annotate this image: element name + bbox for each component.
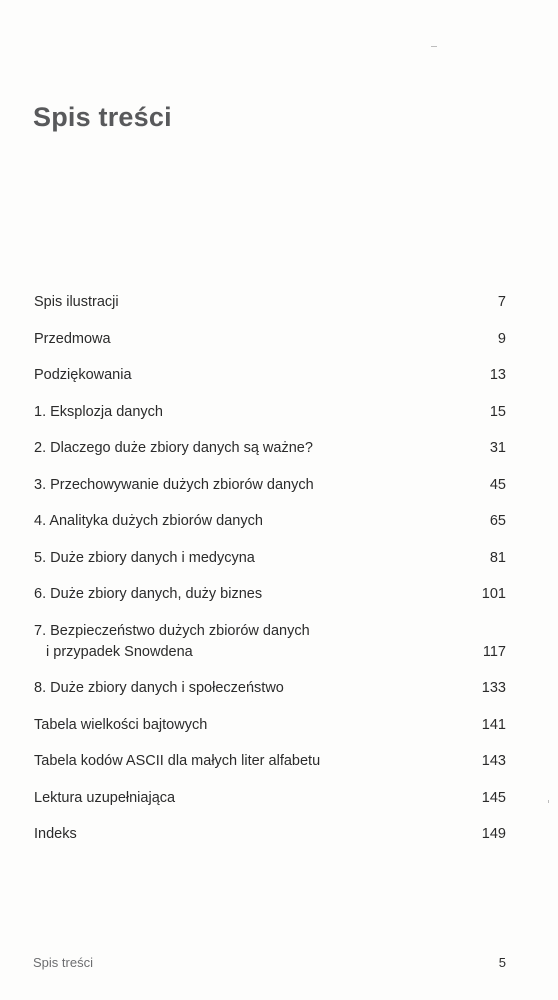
toc-entry-title-line: 8. Duże zbiory danych i społeczeństwo [34, 680, 284, 696]
toc-entry-title-line: 3. Przechowywanie dużych zbiorów danych [34, 476, 314, 493]
toc-entry-title-line: Indeks [34, 826, 77, 842]
toc-entry-title [34, 548, 466, 569]
toc-entry-page: 101 [481, 586, 506, 602]
toc-entry-page: 15 [489, 403, 506, 420]
toc-entry-page: 141 [481, 716, 506, 733]
toc-entry [34, 751, 506, 772]
toc-entry-title-line: i przypadek Snowdena [46, 643, 193, 660]
toc-entry-title-line: 2. Dlaczego duże zbiory danych są ważne? [34, 440, 313, 456]
toc-entry-title-line: Tabela wielkości bajtowych [34, 716, 208, 733]
toc-entry-title [34, 584, 466, 605]
page-footer [33, 955, 506, 970]
scan-speck [548, 800, 549, 803]
toc-entry [34, 584, 506, 605]
toc-entry-page: 13 [489, 367, 506, 383]
toc-entry-title-line: Lektura uzupełniająca [34, 789, 176, 806]
toc-entry [34, 824, 506, 845]
toc-entry-title [34, 402, 466, 423]
toc-entry-title [34, 678, 466, 699]
toc-entry-title [34, 329, 466, 350]
toc-entry [34, 788, 506, 809]
toc-entry [34, 438, 506, 459]
toc-entry-page: 117 [482, 643, 506, 660]
toc-entry-title [34, 751, 466, 772]
toc-entry [34, 621, 506, 663]
toc-entry-title [34, 438, 466, 459]
toc-entry [34, 365, 506, 386]
toc-entry [34, 548, 506, 569]
toc-entry-title [34, 292, 466, 313]
toc-entry-title-line: Podziękowania [34, 367, 132, 383]
toc-entry-title-line: 6. Duże zbiory danych, duży biznes [34, 586, 263, 602]
toc-entry [34, 402, 506, 423]
toc-entry-title-line: 5. Duże zbiory danych i medycyna [34, 549, 255, 566]
toc-entry-page: 143 [481, 753, 506, 769]
toc-entry-title [34, 475, 466, 496]
toc-entry [34, 511, 506, 532]
toc-entry-page: 65 [489, 513, 506, 529]
toc-entry-title [34, 824, 466, 845]
toc-entry-page: 145 [481, 789, 506, 806]
toc-entry-page: 149 [481, 826, 506, 842]
running-title: Spis treści [33, 955, 93, 970]
toc-entry-title [34, 511, 466, 532]
toc-entry [34, 329, 506, 350]
page-title: Spis treści [33, 102, 172, 133]
toc-entry-title-line: 7. Bezpieczeństwo dużych zbiorów danych [34, 622, 310, 639]
toc-entry-page: 133 [481, 680, 506, 696]
toc-entry-page: 81 [489, 549, 506, 566]
toc-entry-title [34, 788, 466, 809]
toc-entry-title-line: 1. Eksplozja danych [34, 403, 163, 420]
toc-entry [34, 475, 506, 496]
toc-entry-page: 9 [497, 330, 506, 347]
toc-entry-title-line: 4. Analityka dużych zbiorów danych [34, 513, 263, 529]
toc-entry-title [34, 621, 466, 663]
toc-entry-title [34, 365, 466, 386]
toc-entry-page: 45 [489, 476, 506, 493]
toc-entry-title-line: Tabela kodów ASCII dla małych liter alfabetu [34, 753, 321, 769]
toc-entry-page: 31 [489, 440, 506, 456]
toc-entry-title-line: Spis ilustracji [34, 294, 119, 310]
page-number: 5 [498, 955, 506, 970]
toc-entry-page: 7 [497, 294, 506, 310]
toc-entry-title [34, 715, 466, 736]
toc-entry [34, 678, 506, 699]
toc-entry [34, 292, 506, 313]
table-of-contents [34, 292, 506, 861]
scan-speck [431, 46, 437, 47]
toc-entry-title-line: Przedmowa [34, 330, 111, 347]
toc-entry [34, 715, 506, 736]
